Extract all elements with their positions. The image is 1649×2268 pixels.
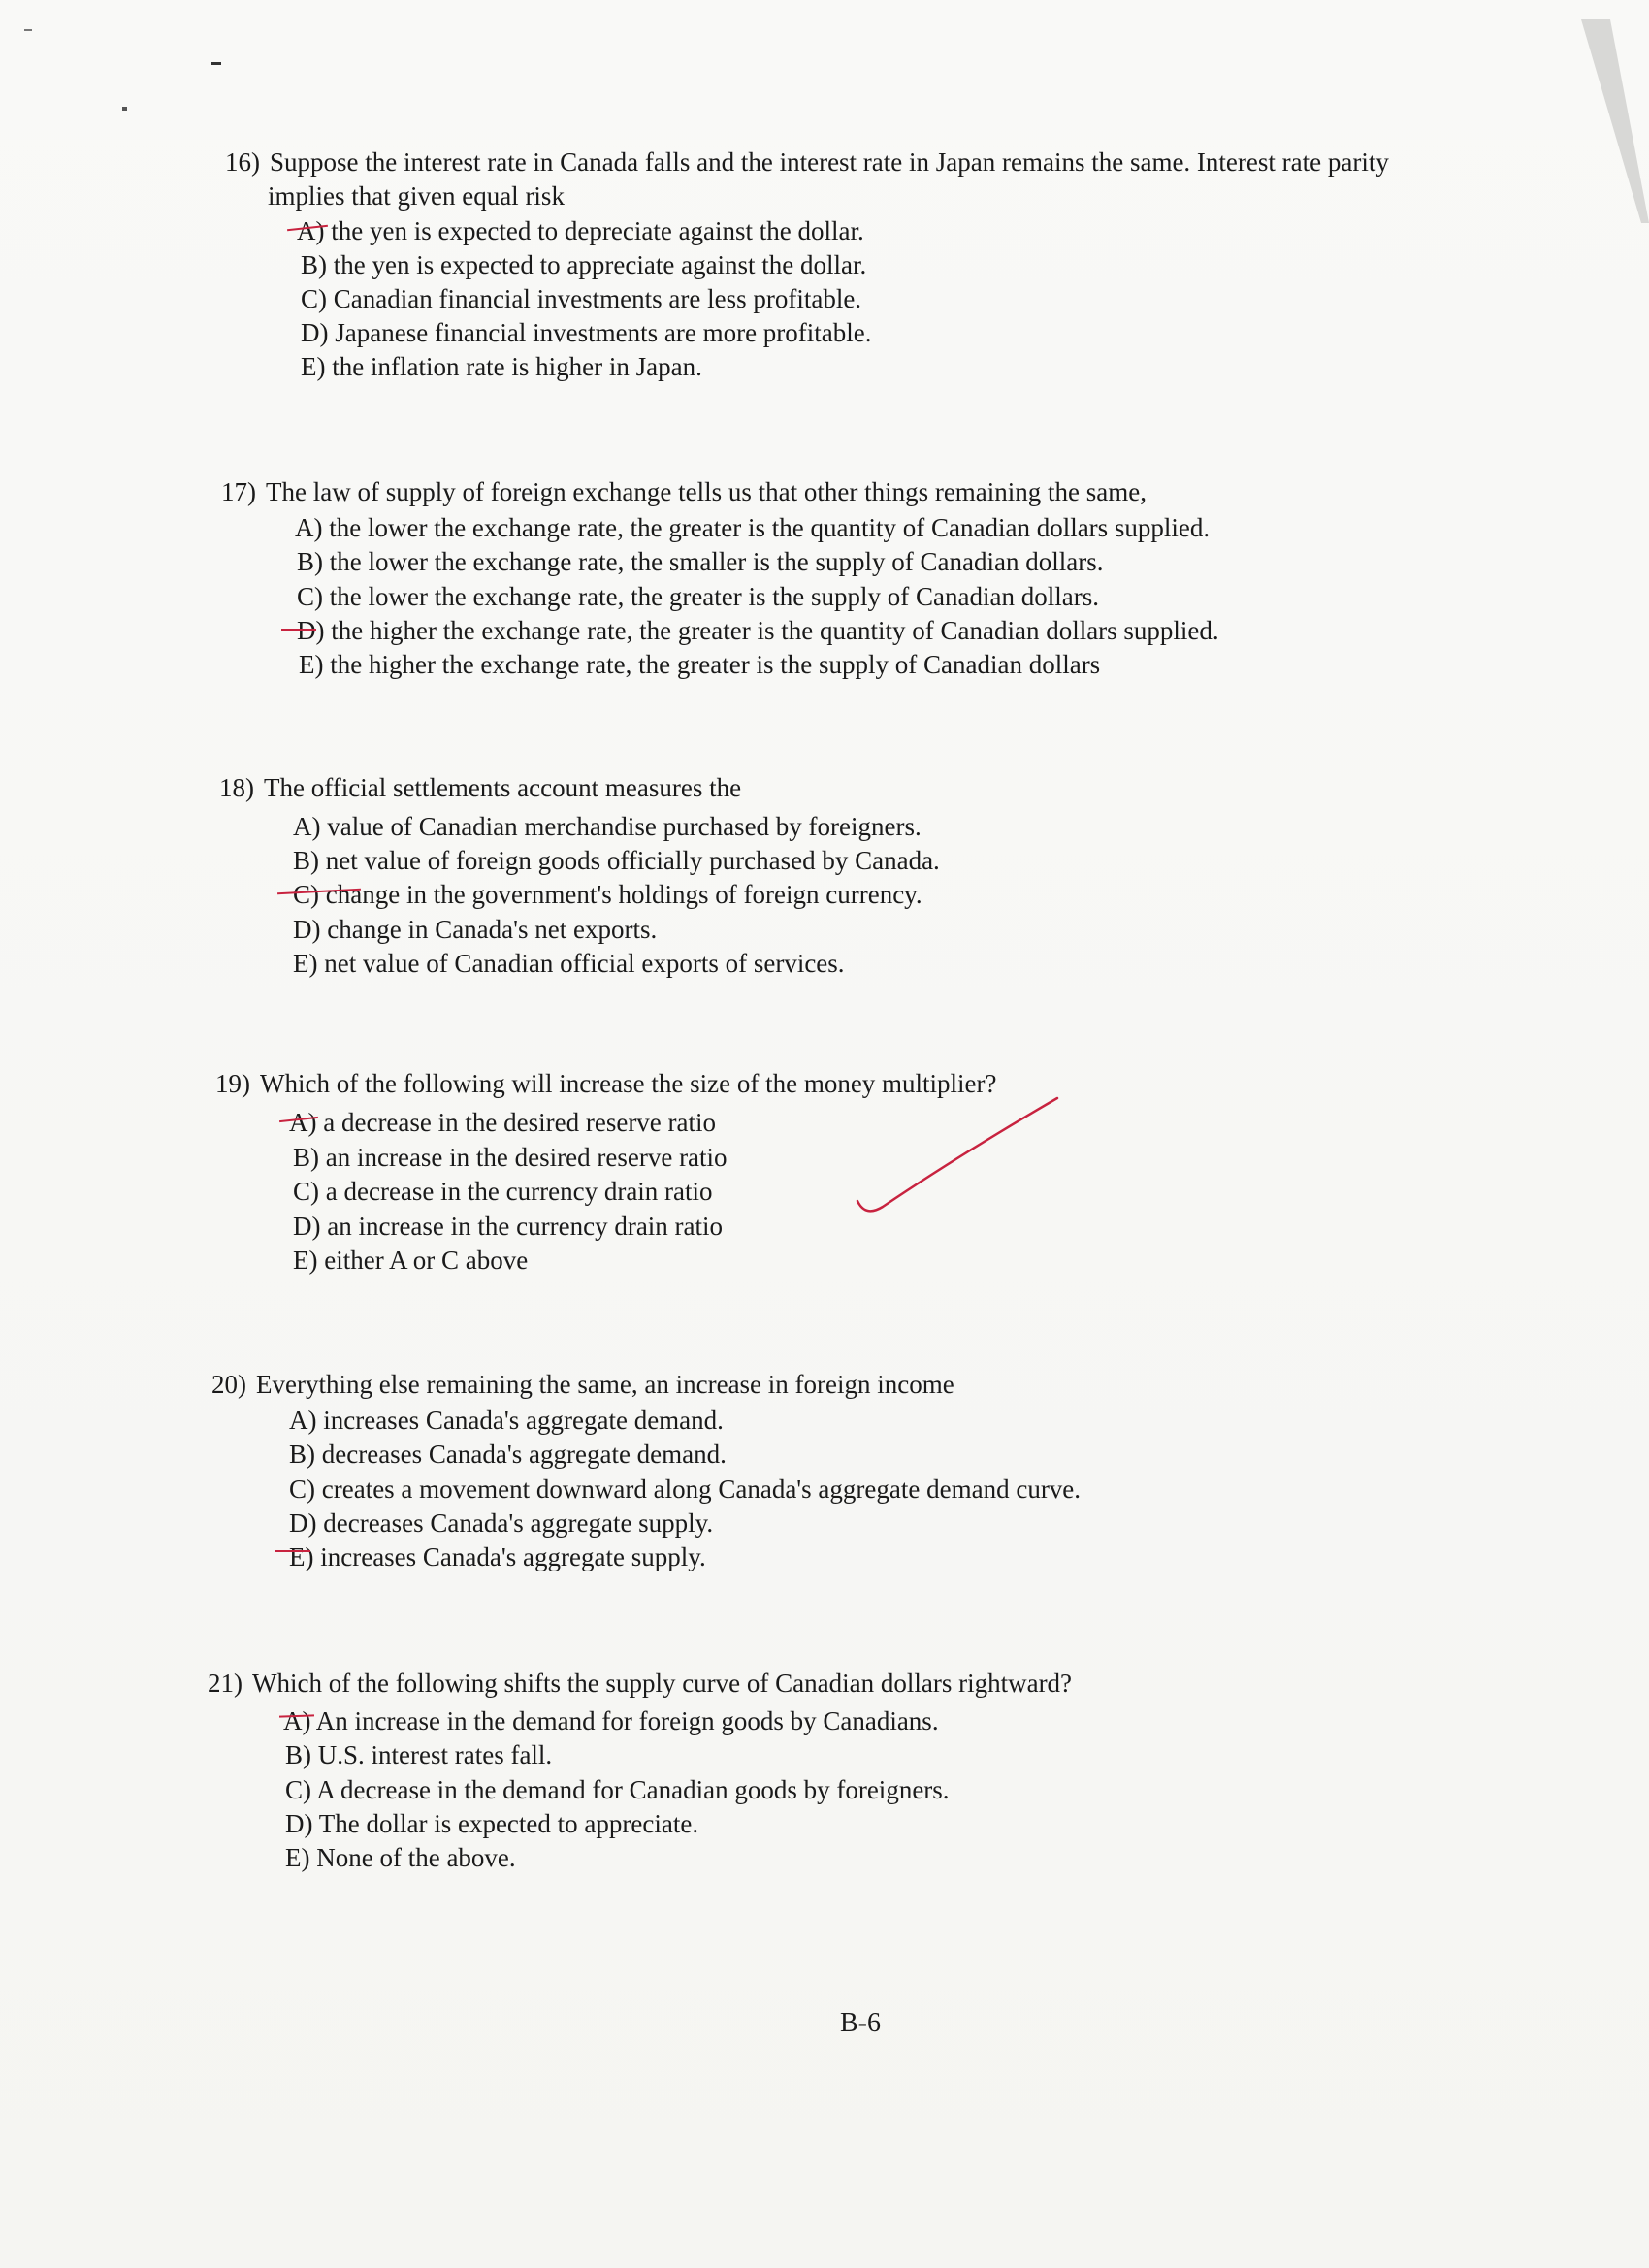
page-number: B-6 [840,2008,881,2038]
option-e: E) the higher the exchange rate, the greater is the supply of Canadian dollars [299,650,1101,679]
option-d: D) Japanese financial investments are more profitable. [301,318,872,347]
question-text: Everything else remaining the same, an increase in foreign income [256,1370,954,1399]
scan-edge-shadow [1571,0,1649,223]
question-text-continued: implies that given equal risk [268,181,565,211]
option-a: A) An increase in the demand for foreign goods by Canadians. [283,1706,939,1735]
option-b: B) net value of foreign goods officially purchased by Canada. [293,846,940,875]
question-number: 17) [221,477,256,506]
option-e: E) the inflation rate is higher in Japan. [301,352,702,381]
answer-mark [275,1550,310,1552]
question-number: 20) [211,1370,246,1399]
question-number: 19) [215,1069,250,1098]
option-b: B) U.S. interest rates fall. [285,1740,553,1769]
question-number: 21) [208,1669,242,1698]
question-stem [221,475,1147,509]
question-number: 18) [219,773,254,802]
option-d: D) change in Canada's net exports. [293,915,658,944]
question-text: The law of supply of foreign exchange tells us that other things remaining the same, [266,477,1148,506]
option-e: E) net value of Canadian official exports of services. [293,949,845,978]
scan-speck [24,29,32,31]
option-a: A) a decrease in the desired reserve ratio [289,1108,717,1137]
option-d: D) The dollar is expected to appreciate. [285,1809,699,1838]
scan-speck [211,62,221,65]
option-c: C) creates a movement downward along Canada's aggregate demand curve. [289,1474,1082,1504]
question-text: Which of the following will increase the size of the money multiplier? [260,1069,997,1098]
option-a: A) the lower the exchange rate, the greater is the quantity of Canadian dollars supplied. [295,513,1211,542]
question-stem [225,146,1389,179]
option-b: B) the yen is expected to appreciate against the dollar. [301,250,867,279]
scan-speck [122,107,127,111]
option-a: A) the yen is expected to depreciate against the dollar. [297,216,864,245]
option-c: C) Canadian financial investments are less profitable. [301,284,862,313]
option-c: C) A decrease in the demand for Canadian goods by foreigners. [285,1775,950,1804]
question-stem [219,771,741,805]
option-e: E) either A or C above [293,1246,529,1275]
question-text: The official settlements account measures the [264,773,742,802]
option-b: B) the lower the exchange rate, the smaller is the supply of Canadian dollars. [297,547,1104,576]
option-c: C) change in the government's holdings of foreign currency. [293,880,922,909]
question-text: Suppose the interest rate in Canada falls and the interest rate in Japan remains the same. Interest rate parity [270,147,1389,177]
answer-mark [281,629,316,631]
option-b: B) an increase in the desired reserve ratio [293,1143,728,1172]
option-d: D) an increase in the currency drain ratio [293,1212,724,1241]
option-a: A) value of Canadian merchandise purchased by foreigners. [293,812,922,841]
question-text: Which of the following shifts the supply curve of Canadian dollars rightward? [252,1669,1073,1698]
option-c: C) a decrease in the currency drain ratio [293,1177,713,1206]
question-stem [208,1667,1072,1701]
option-d: D) decreases Canada's aggregate supply. [289,1508,714,1538]
question-stem [211,1368,954,1402]
question-number: 16) [225,147,260,177]
option-d: D) the higher the exchange rate, the greater is the quantity of Canadian dollars supplied. [297,616,1219,645]
option-e: E) increases Canada's aggregate supply. [289,1542,706,1571]
option-c: C) the lower the exchange rate, the greater is the supply of Canadian dollars. [297,582,1099,611]
option-b: B) decreases Canada's aggregate demand. [289,1440,727,1469]
option-a: A) increases Canada's aggregate demand. [289,1406,724,1435]
checkmark-icon [844,1086,1077,1222]
option-e: E) None of the above. [285,1843,516,1872]
